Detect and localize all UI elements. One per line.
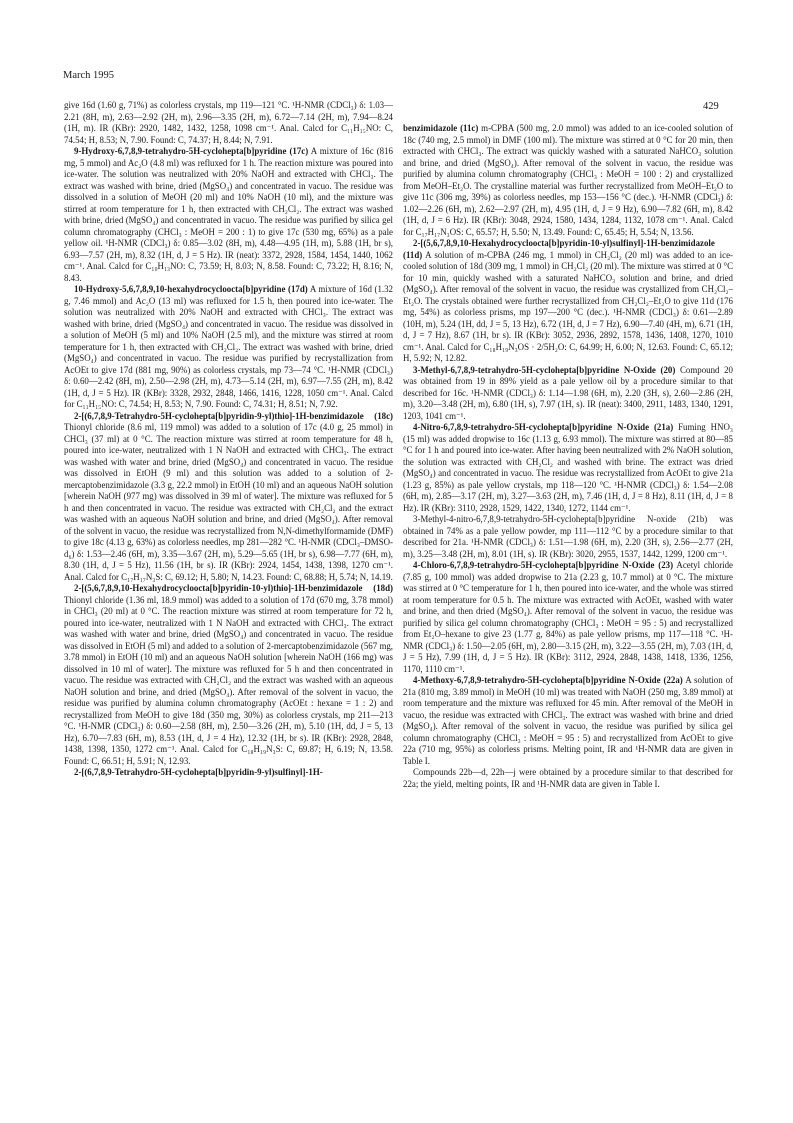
paragraph: 4-Chloro-6,7,8,9-tetrahydro-5H-cyclohepta[b]pyridine N-Oxide (23) Acetyl chloride (7.85 g, 100 mmol) was added dropwise to 21a (2.23 g, 10.7 mmol) at 0 °C. The mixture was stirred at 0 °C temperature for 1 h, then poured into ice-water, and the whole was stirred at room temperature for 0.5 h. The mixture was extracted with AcOEt, washed with water and brine, and then dried (MgSO₄). After removal of the solvent in vacuo, the residue was purified by silica gel column chromatography (CHCl₃ : MeOH = 95 : 5) and recrystallized from Et₂O–hexane to give 23 (1.77 g, 84%) as pale yellow prisms, mp 117—118 °C. ¹H-NMR (CDCl₃) δ: 1.50—2.05 (6H, m), 2.80—3.15 (2H, m), 3.22—3.55 (2H, m), 7.03 (1H, d, J = 5 Hz), 7.99 (1H, d, J = 5 Hz). IR (KBr): 3112, 2924, 2848, 1438, 1418, 1336, 1256, 1170, 1110 cm⁻¹. [403,560,733,674]
paragraph: 2-[(5,6,7,8,9,10-Hexahydrocycloocta[b]pyridin-10-yl)thio]-1H-benzimidazole (18d) Thionyl chloride (1.36 ml, 18.9 mmol) was added to a solution of 17d (670 mg, 3.78 mmol) in CHCl₃ (20 ml) at 0 °C. The reaction mixture was stirred at room temperature for 72 h, poured into ice-water, neutralized with 1 N NaOH and extracted with CHCl₃. The extract was washed with water and brine, dried (MgSO₄) and concentrated in vacuo. The residue was dissolved in EtOH (5 ml) and added to a solution of 2-mercaptobenzimidazole (567 mg, 3.78 mmol) in EtOH (10 ml) and an aqueous NaOH solution [wherein NaOH (166 mg) was dissolved in 10 ml of water]. The mixture was refluxed for 5 h and then concentrated in vacuo. The residue was extracted with CH₂Cl₂ and the extract was washed with an aqueous NaOH solution and brine, and dried (MgSO₄). After removal of the solvent in vacuo, the residue was purified by alumina column chromatography (AcOEt : hexane = 1 : 2) and recrystallized from MeOH to give 18d (350 mg, 30%) as colorless crystals, mp 211—213 °C. ¹H-NMR (CDCl₃) δ: 0.60—2.58 (8H, m), 2.50—3.26 (2H, m), 5.10 (1H, dd, J = 5, 13 Hz), 6.70—7.83 (6H, m), 8.53 (1H, d, J = 4 Hz), 12.32 (1H, br s). IR (KBr): 2928, 2848, 1438, 1398, 1350, 1272 cm⁻¹. Anal. Calcd for C₁₈H₁₉N₃S: C, 69.87; H, 6.19; N, 13.58. Found: C, 66.51; H, 5.91; N, 12.93. [64,583,393,766]
compound-heading: 4-Nitro-6,7,8,9-tetrahydro-5H-cyclohepta[b]pyridine N-Oxide (21a) [413,422,674,432]
compound-heading: 4-Chloro-6,7,8,9-tetrahydro-5H-cyclohepta[b]pyridine N-Oxide (23) [413,560,674,570]
page-number: 429 [703,101,719,112]
compound-heading: benzimidazole (11c) [403,123,479,133]
compound-heading: 2-[(6,7,8,9-Tetrahydro-5H-cyclohepta[b]pyridin-9-yl)sulfinyl]-1H- [74,767,323,777]
paragraph: 9-Hydroxy-6,7,8,9-tetrahydro-5H-cyclohepta[b]pyridine (17c) A mixture of 16c (816 mg, 5 mmol) and Ac₂O (4.8 ml) was refluxed for 1 h. The reaction mixture was poured into ice-water. The solution was neutralized with 20% NaOH and extracted with CHCl₃. The extract was washed with brine, dried (MgSO₄) and concentrated in vacuo. The residue was dissolved in a solution of MeOH (20 ml) and 10% NaOH (10 ml), and the mixture was stirred at room temperature for 1 h, then extracted with CH₂Cl₂. The extract was washed with brine, dried (MgSO₄) and concentrated in vacuo. The residue was purified by silica gel column chromatography (CHCl₃ : MeOH = 200 : 1) to give 17c (530 mg, 65%) as a pale yellow oil. ¹H-NMR (CDCl₃) δ: 0.85—3.02 (8H, m), 4.48—4.95 (1H, m), 5.88 (1H, br s), 6.93—7.57 (2H, m), 8.32 (1H, d, J = 5 Hz). IR (neat): 3372, 2928, 1584, 1454, 1440, 1062 cm⁻¹. Anal. Calcd for C₁₀H₁₃NO: C, 73.59; H, 8.03; N, 8.58. Found: C, 73.22; H, 8.16; N, 8.43. [64,146,393,283]
paragraph: 2-[(5,6,7,8,9,10-Hexahydrocycloocta[b]pyridin-10-yl)sulfinyl]-1H-benzimidazole (11d) A solution of m-CPBA (246 mg, 1 mmol) in CH₂Cl₂ (20 ml) was added to an ice-cooled solution of 18d (309 mg, 1 mmol) in CH₂Cl₂ (20 ml). The mixture was stirred at 0 °C for 10 min, quickly washed with a saturated NaHCO₃ solution and brine, and dried (MgSO₄). After removal of the solvent in vacuo, the residue was crystallized from CH₂Cl₂–Et₂O. The crystals obtained were further recrystallized from CH₂Cl₂–Et₂O to give 11d (176 mg, 54%) as colorless prisms, mp 197—200 °C (dec.). ¹H-NMR (CDCl₃) δ: 0.61—2.89 (10H, m), 5.24 (1H, dd, J = 5, 13 Hz), 6.72 (1H, d, J = 7 Hz), 6.90—7.40 (4H, m), 6.71 (1H, d, J = 7 Hz), 8.67 (1H, br s). IR (KBr): 3052, 2936, 2892, 1578, 1436, 1408, 1270, 1010 cm⁻¹. Anal. Calcd for C₁₈H₁₉N₃OS · 2/5H₂O: C, 64.99; H, 6.00; N, 12.63. Found: C, 65.12; H, 5.92; N, 12.82. [403,238,733,363]
paragraph: 3-Methyl-4-nitro-6,7,8,9-tetrahydro-5H-cyclohepta[b]pyridine N-oxide (21b) was obtained in 74% as a pale yellow powder, mp 111—112 °C by a procedure similar to that described for 21a. ¹H-NMR (CDCl₃) δ: 1.51—1.98 (6H, m), 2.20 (3H, s), 2.56—2.77 (2H, m), 3.25—3.48 (2H, m), 8.01 (1H, s). IR (KBr): 3020, 2955, 1537, 1442, 1299, 1200 cm⁻¹. [403,514,733,559]
right-column [403,123,733,790]
paragraph: Compounds 22b—d, 22h—j were obtained by a procedure similar to that described for 22a; the yield, melting points, IR and ¹H-NMR data are given in Table I. [403,767,733,789]
compound-heading: 9-Hydroxy-6,7,8,9-tetrahydro-5H-cyclohepta[b]pyridine (17c) [74,146,309,156]
paragraph: 10-Hydroxy-5,6,7,8,9,10-hexahydrocycloocta[b]pyridine (17d) A mixture of 16d (1.32 g, 7.46 mmol) and Ac₂O (13 ml) was refluxed for 1.5 h, then poured into ice-water. The solution was neutralized with 20% NaOH and extracted with CHCl₃. The extract was washed with brine, dried (MgSO₄) and concentrated in vacuo. The residue was dissolved in a solution of MeOH (5 ml) and 10% NaOH (2.5 ml), and the mixture was stirred at room temperature for 1 h, then extracted with CH₂Cl₂. The extract was washed with brine, dried (MgSO₄) and concentrated in vacuo. The residue was purified by recrystallization from AcOEt to give 17d (881 mg, 90%) as colorless crystals, mp 73—74 °C. ¹H-NMR (CDCl₃) δ: 0.60—2.42 (8H, m), 2.50—2.98 (2H, m), 4.73—5.14 (2H, m), 6.97—7.55 (2H, m), 8.42 (1H, d, J = 5 Hz). IR (KBr): 3328, 2932, 2848, 1466, 1416, 1228, 1050 cm⁻¹. Anal. Calcd for C₁₁H₁₅NO: C, 74.54; H, 8.53; N, 7.90. Found: C, 74.31; H, 8.51; N, 7.92. [64,284,393,409]
compound-heading: 3-Methyl-6,7,8,9-tetrahydro-5H-cyclohepta[b]pyridine N-Oxide (20) [413,364,676,375]
paragraph [64,767,393,779]
paragraph: 2-[(6,7,8,9-Tetrahydro-5H-cyclohepta[b]pyridin-9-yl)thio]-1H-benzimidazole (18c) Thionyl chloride (8.6 ml, 119 mmol) was added to a solution of 17c (4.0 g, 25 mmol) in CHCl₃ (37 ml) at 0 °C. The reaction mixture was stirred at room temperature for 48 h, poured into ice-water, neutralized with 1 N NaOH and extracted with CHCl₃. The extract was washed with water and brine, dried (MgSO₄) and concentrated in vacuo. The residue was dissolved in EtOH (9 ml) and this solution was added to a solution of 2-mercaptobenzimidazole (3.3 g, 22.2 mmol) in EtOH (10 ml) and an aqueous NaOH solution [wherein NaOH (977 mg) was dissolved in 39 ml of water]. The mixture was refluxed for 5 h and then concentrated in vacuo. The residue was extracted with CH₂Cl₂ and the extract was washed with an aqueous NaOH solution and brine, and dried (MgSO₄). After removal of the solvent in vacuo, the residue was recrystallized from N,N-dimethylformamide (DMF) to give 18c (4.13 g, 63%) as colorless needles, mp 281—282 °C. ¹H-NMR (CDCl₃–DMSO-d₆) δ: 1.53—2.46 (6H, m), 3.35—3.67 (2H, m), 5.29—5.65 (1H, br s), 6.98—7.77 (6H, m), 8.30 (1H, d, J = 5 Hz), 11.56 (1H, br s). IR (KBr): 2924, 1454, 1438, 1398, 1270 cm⁻¹. Anal. Calcd for C₁₇H₁₇N₃S: C, 69.12; H, 5.80; N, 14.23. Found: C, 68.88; H, 5.74; N, 14.19. [64,410,393,582]
compound-heading: 4-Methoxy-6,7,8,9-tetrahydro-5H-cyclohepta[b]pyridine N-Oxide (22a) [413,675,683,685]
paragraph: 4-Nitro-6,7,8,9-tetrahydro-5H-cyclohepta[b]pyridine N-Oxide (21a) Fuming HNO₃ (15 ml) was added dropwise to 16c (1.13 g, 6.93 mmol). The mixture was stirred at 80—85 °C for 1 h and poured into ice-water. After having been neutralized with 2% NaOH solution, the solution was extracted with CH₂Cl₂ and washed with brine. The extract was dried (MgSO₄) and concentrated in vacuo. The residue was recrystallized from AcOEt to give 21a (1.23 g, 85%) as pale yellow crystals, mp 118—120 °C. ¹H-NMR (CDCl₃) δ: 1.54—2.08 (6H, m), 2.85—3.17 (2H, m), 3.27—3.63 (2H, m), 7.46 (1H, d, J = 8 Hz), 8.11 (1H, d, J = 8 Hz). IR (KBr): 3110, 2928, 1529, 1422, 1340, 1272, 1144 cm⁻¹. [403,422,733,513]
paragraph: give 16d (1.60 g, 71%) as colorless crystals, mp 119—121 °C. ¹H-NMR (CDCl₃) δ: 1.03—2.21 (8H, m), 2.63—2.92 (2H, m), 2.96—3.35 (2H, m), 6.72—7.14 (2H, m), 7.94—8.24 (1H, m). IR (KBr): 2920, 1482, 1432, 1258, 1098 cm⁻¹. Anal. Calcd for C₁₁H₁₅NO: C, 74.54; H, 8.53; N, 7.90. Found: C, 74.37; H, 8.44; N, 7.91. [64,100,393,145]
compound-heading: 2-[(5,6,7,8,9,10-Hexahydrocycloocta[b]pyridin-10-yl)sulfinyl]-1H-benzimidazole (11d) [403,238,715,260]
paragraph: benzimidazole (11c) m-CPBA (500 mg, 2.0 mmol) was added to an ice-cooled solution of 18c (740 mg, 2.5 mmol) in DMF (100 ml). The mixture was stirred at 0 °C for 20 min, then extracted with CHCl₃. The extract was quickly washed with a saturated NaHCO₃ solution and brine, and dried (MgSO₄). After removal of the solvent in vacuo, the residue was purified by alumina column chromatography (CHCl₃ : MeOH = 100 : 2) and crystallized from MeOH–Et₂O. The crystalline material was further recrystallized from MeOH–Et₂O to give 11c (306 mg, 39%) as colorless needles, mp 153—156 °C (dec.). ¹H-NMR (CDCl₃) δ: 1.02—2.26 (6H, m), 2.62—2.97 (2H, m), 4.95 (1H, d, J = 9 Hz), 6.90—7.82 (6H, m), 8.42 (1H, d, J = 6 Hz). IR (KBr): 3048, 2924, 1580, 1434, 1284, 1132, 1078 cm⁻¹. Anal. Calcd for C₁₇H₁₇N₃OS: C, 65.57; H, 5.50; N, 13.49. Found: C, 65.45; H, 5.54; N, 13.56. [403,123,733,237]
compound-heading: 10-Hydroxy-5,6,7,8,9,10-hexahydrocycloocta[b]pyridine (17d) [74,284,308,294]
compound-heading: 2-[(5,6,7,8,9,10-Hexahydrocycloocta[b]pyridin-10-yl)thio]-1H-benzimidazole (18d) [74,583,393,593]
paragraph: 3-Methyl-6,7,8,9-tetrahydro-5H-cyclohepta[b]pyridine N-Oxide (20) Compound 20 was obtained from 19 in 89% yield as a pale yellow oil by a procedure similar to that described for 16c. ¹H-NMR (CDCl₃) δ: 1.14—1.98 (6H, m), 2.20 (3H, s), 2.60—2.86 (2H, m), 3.20—3.48 (2H, m), 6.80 (1H, s), 7.97 (1H, s). IR (neat): 3400, 2911, 1483, 1340, 1291, 1203, 1041 cm⁻¹. [403,364,733,421]
compound-heading: 2-[(6,7,8,9-Tetrahydro-5H-cyclohepta[b]pyridin-9-yl)thio]-1H-benzimidazole (18c) [74,410,393,421]
left-column [64,100,393,779]
paragraph: 4-Methoxy-6,7,8,9-tetrahydro-5H-cyclohepta[b]pyridine N-Oxide (22a) A solution of 21a (810 mg, 3.89 mmol) in MeOH (10 ml) was treated with NaOH (250 mg, 3.89 mmol) at room temperature and the mixture was refluxed for 45 min. After removal of the MeOH in vacuo, the residue was extracted with CHCl₃. The extract was washed with brine and dried (MgSO₄). After removal of the solvent in vacuo, the residue was purified by silica gel column chromatography (CHCl₃ : MeOH = 95 : 5) and recrystallized from AcOEt to give 22a (710 mg, 95%) as colorless prisms. Melting point, IR and ¹H-NMR data are given in Table I. [403,675,733,766]
running-head: March 1995 [63,70,115,81]
